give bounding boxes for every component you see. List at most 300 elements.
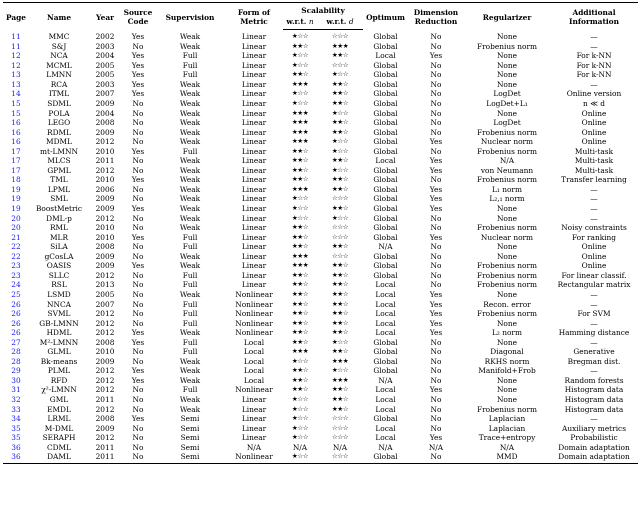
table-row <box>3 290 638 300</box>
cell-page[interactable]: 26 <box>11 299 21 309</box>
header-source-code <box>121 3 155 30</box>
cell-regularizer: None <box>496 242 518 252</box>
cell-scalability-n: ★★☆ <box>291 328 309 337</box>
cell-page[interactable]: 30 <box>11 375 21 385</box>
cell-name: Bk-means <box>40 356 78 366</box>
cell-year: 2012 <box>95 318 115 328</box>
cell-scalability-n: ★★★ <box>291 118 309 127</box>
cell-scalability-n: ★★☆ <box>291 299 309 308</box>
table-row <box>3 223 638 233</box>
cell-form-of-metric: Linear <box>241 423 267 433</box>
cell-optimum: Global <box>373 184 398 194</box>
cell-additional-info: — <box>590 184 598 194</box>
cell-additional-info: Online <box>581 242 607 252</box>
cell-regularizer: L₂,₁ norm <box>489 194 525 204</box>
cell-form-of-metric: Linear <box>241 261 267 271</box>
table-row <box>3 443 638 453</box>
cell-dimension-reduction: No <box>430 375 442 385</box>
cell-name: GPML <box>47 165 71 175</box>
cell-additional-info: Online version <box>566 89 622 99</box>
cell-form-of-metric: Nonlinear <box>235 309 273 319</box>
cell-year: 2009 <box>95 251 115 261</box>
cell-additional-info: — <box>590 414 598 424</box>
cell-source-code: No <box>132 423 144 433</box>
cell-scalability-d: ★★☆ <box>331 280 349 289</box>
cell-page[interactable]: 23 <box>11 261 21 271</box>
cell-regularizer: Recon. error <box>483 299 531 309</box>
cell-page[interactable]: 18 <box>11 175 21 185</box>
cell-scalability-d: ★★☆ <box>331 204 349 213</box>
cell-page[interactable]: 24 <box>11 280 21 290</box>
cell-regularizer: LogDet <box>493 89 521 99</box>
cell-additional-info: Multi-task <box>574 146 614 156</box>
cell-scalability-n: ★☆☆ <box>291 414 309 423</box>
cell-additional-info: — <box>590 194 598 204</box>
cell-optimum: Global <box>373 146 398 156</box>
cell-scalability-d: ☆☆☆ <box>331 251 349 260</box>
cell-regularizer: Nuclear norm <box>480 137 534 147</box>
cell-scalability-d: ★★☆ <box>331 385 349 394</box>
cell-scalability-n: ★☆☆ <box>291 32 309 41</box>
header-info-line2: Information <box>569 17 619 27</box>
cell-additional-info: For SVM <box>577 309 611 319</box>
cell-scalability-n: ★★☆ <box>291 270 309 279</box>
cell-scalability-n: ★☆☆ <box>291 433 309 442</box>
table-row <box>3 242 638 252</box>
cell-name: MDML <box>46 137 72 147</box>
cell-supervision: Weak <box>179 137 201 147</box>
cell-name: NCA <box>50 51 68 61</box>
cell-year: 2012 <box>95 366 115 376</box>
cell-scalability-d: ★☆☆ <box>331 165 349 174</box>
cell-regularizer: Laplacian <box>488 414 526 424</box>
cell-additional-info: Histogram data <box>564 404 624 414</box>
cell-page[interactable]: 29 <box>11 366 21 376</box>
cell-form-of-metric: Linear <box>241 184 267 194</box>
cell-optimum: Global <box>373 108 398 118</box>
cell-scalability-n: ★★★ <box>291 127 309 136</box>
cell-scalability-d: N/A <box>332 442 348 452</box>
cell-form-of-metric: Linear <box>241 156 267 166</box>
cell-page[interactable]: 11 <box>11 41 21 51</box>
cell-year: 2012 <box>95 213 115 223</box>
cell-source-code: No <box>132 194 144 204</box>
table-row <box>3 166 638 176</box>
cell-regularizer: Frobenius norm <box>477 270 537 280</box>
cell-page[interactable]: 21 <box>11 232 21 242</box>
cell-regularizer: None <box>496 60 518 70</box>
cell-page[interactable]: 22 <box>11 242 21 252</box>
table-row <box>3 109 638 119</box>
cell-scalability-n: ★★☆ <box>291 242 309 251</box>
cell-regularizer: N/A <box>499 442 515 452</box>
cell-optimum: Global <box>373 414 398 424</box>
cell-additional-info: Online <box>581 137 607 147</box>
cell-source-code: Yes <box>131 89 145 99</box>
cell-supervision: Semi <box>180 414 200 424</box>
survey-table <box>3 2 638 464</box>
cell-name: ITML <box>48 89 70 99</box>
cell-form-of-metric: Linear <box>241 232 267 242</box>
cell-scalability-d: ★★☆ <box>331 261 349 270</box>
cell-dimension-reduction: No <box>430 108 442 118</box>
cell-regularizer: Nuclear norm <box>480 232 534 242</box>
cell-regularizer: None <box>496 385 518 395</box>
cell-page[interactable]: 17 <box>11 146 21 156</box>
cell-page[interactable]: 20 <box>11 213 21 223</box>
cell-page[interactable]: 17 <box>11 156 21 166</box>
cell-page[interactable]: 22 <box>11 251 21 261</box>
cell-scalability-n: ★★☆ <box>291 385 309 394</box>
cell-form-of-metric: Local <box>243 375 265 385</box>
cell-scalability-d: ★☆☆ <box>331 213 349 222</box>
cell-dimension-reduction: Yes <box>429 204 443 214</box>
cell-dimension-reduction: No <box>430 213 442 223</box>
cell-optimum: Global <box>373 261 398 271</box>
table-row <box>3 300 638 310</box>
cell-supervision: Weak <box>179 375 201 385</box>
cell-name: RSL <box>51 280 67 290</box>
cell-scalability-n: ★★★ <box>291 108 309 117</box>
cell-name: DAML <box>29 452 89 463</box>
cell-year: 2012 <box>95 270 115 280</box>
table-row <box>3 128 638 138</box>
cell-page[interactable]: 15 <box>11 108 21 118</box>
cell-page[interactable]: 26 <box>11 309 21 319</box>
cell-supervision: Full <box>182 309 198 319</box>
cell-page[interactable]: 35 <box>11 433 21 443</box>
cell-optimum: Global <box>373 89 398 99</box>
cell-year: 2006 <box>95 184 115 194</box>
cell-year: 2009 <box>95 99 115 109</box>
cell-supervision: Weak <box>179 165 201 175</box>
table-row <box>3 156 638 166</box>
table-row <box>3 261 638 271</box>
cell-scalability-n: ★★★ <box>291 137 309 146</box>
cell-supervision: Weak <box>179 328 201 338</box>
cell-optimum: Local <box>375 156 396 166</box>
cell-page[interactable]: 26 <box>11 328 21 338</box>
cell-scalability-n: ★☆☆ <box>291 60 309 69</box>
cell-additional-info: Rectangular matrix <box>557 280 631 290</box>
cell-optimum: N/A <box>378 442 393 452</box>
cell-page[interactable]: 26 <box>11 318 21 328</box>
cell-scalability-d: ★★☆ <box>331 156 349 165</box>
cell-additional-info: Online <box>581 127 607 137</box>
cell-scalability-d: ★★☆ <box>331 328 349 337</box>
cell-name: RML <box>49 223 69 233</box>
cell-dimension-reduction: No <box>430 118 442 128</box>
cell-scalability-n: ★★☆ <box>291 223 309 232</box>
cell-scalability-n: ★☆☆ <box>291 99 309 108</box>
cell-page[interactable]: 32 <box>11 394 21 404</box>
cell-page[interactable]: 14 <box>11 89 21 99</box>
cell-additional-info: — <box>590 337 598 347</box>
cell-name: SiLA <box>50 242 68 252</box>
cell-page[interactable]: 15 <box>11 99 21 109</box>
cell-source-code: Yes <box>131 51 145 61</box>
cell-regularizer: None <box>496 70 518 80</box>
cell-supervision: Full <box>182 232 198 242</box>
cell-page[interactable]: 13 <box>11 79 21 89</box>
cell-year: 2012 <box>95 385 115 395</box>
table-row <box>3 147 638 157</box>
cell-regularizer: L₁ norm <box>492 184 522 194</box>
cell-regularizer: Frobenius norm <box>477 127 537 137</box>
cell-regularizer: Diagonal <box>490 347 524 357</box>
cell-page[interactable]: 34 <box>11 414 21 424</box>
header-optimum: Optimum <box>363 3 408 30</box>
cell-source-code: No <box>132 318 144 328</box>
cell-regularizer: Frobenius norm <box>477 261 537 271</box>
cell-year: 2007 <box>95 299 115 309</box>
cell-name: SERAPH <box>42 433 76 443</box>
cell-source-code: No <box>132 356 144 366</box>
cell-dimension-reduction: No <box>430 366 442 376</box>
cell-supervision: Full <box>182 337 198 347</box>
cell-dimension-reduction: Yes <box>429 289 443 299</box>
cell-page[interactable]: 11 <box>11 31 21 41</box>
header-scal-n <box>283 17 317 28</box>
cell-year: 2012 <box>95 165 115 175</box>
cell-source-code: No <box>132 251 144 261</box>
table-row <box>3 70 638 80</box>
cell-scalability-d: ☆☆☆ <box>331 232 349 241</box>
table-row <box>3 328 638 338</box>
cell-name: POLA <box>48 108 70 118</box>
cell-dimension-reduction: Yes <box>429 51 443 61</box>
cell-page[interactable]: 27 <box>11 337 21 347</box>
cell-scalability-n: ★☆☆ <box>291 204 309 213</box>
cell-page[interactable]: 12 <box>11 51 21 61</box>
cell-supervision: Weak <box>179 99 201 109</box>
cell-dimension-reduction: No <box>430 270 442 280</box>
table-row <box>3 376 638 386</box>
cell-form-of-metric: Linear <box>241 270 267 280</box>
header-source-line2: Code <box>127 17 149 27</box>
table-row <box>3 319 638 329</box>
header-dim-line2: Reduction <box>414 17 458 27</box>
cell-supervision: Full <box>182 385 198 395</box>
cell-name: S&J <box>51 41 67 51</box>
cell-name: OASIS <box>46 261 72 271</box>
cell-scalability-n: N/A <box>292 442 308 452</box>
cell-page[interactable]: 33 <box>11 404 21 414</box>
table-row <box>3 51 638 61</box>
cell-scalability-d: ★☆☆ <box>331 137 349 146</box>
cell-page[interactable]: 19 <box>11 184 21 194</box>
table-row <box>3 271 638 281</box>
cell-optimum: Global <box>373 270 398 280</box>
cell-scalability-n: ★★★ <box>291 251 309 260</box>
cell-optimum: Global <box>363 452 408 463</box>
cell-scalability-d: ★★★ <box>331 41 349 50</box>
cell-dimension-reduction: No <box>408 452 464 463</box>
cell-page[interactable]: 28 <box>11 347 21 357</box>
cell-optimum: Local <box>375 433 396 443</box>
cell-supervision: Weak <box>179 156 201 166</box>
cell-page[interactable]: 16 <box>11 137 21 147</box>
cell-scalability-d: ☆☆☆ <box>331 423 349 432</box>
cell-source-code: Yes <box>131 79 145 89</box>
cell-scalability-n: ★★☆ <box>291 156 309 165</box>
cell-form-of-metric: Linear <box>241 394 267 404</box>
cell-page[interactable]: 19 <box>11 204 21 214</box>
cell-name: M-DML <box>44 423 74 433</box>
cell-additional-info: — <box>590 204 598 214</box>
cell-regularizer: None <box>496 337 518 347</box>
cell-regularizer: Frobenius norm <box>477 175 537 185</box>
cell-form-of-metric: Linear <box>241 433 267 443</box>
cell-regularizer: Frobenius norm <box>477 146 537 156</box>
cell-page[interactable]: 17 <box>11 165 21 175</box>
cell-scalability-n: ★★☆ <box>291 375 309 384</box>
cell-supervision: Weak <box>179 118 201 128</box>
cell-source-code: No <box>132 347 144 357</box>
cell-scalability-n: ★☆☆ <box>291 213 309 222</box>
cell-name: LRML <box>47 414 71 424</box>
cell-page[interactable]: 28 <box>11 356 21 366</box>
table-row <box>3 414 638 424</box>
cell-source-code: Yes <box>131 60 145 70</box>
cell-optimum: Local <box>375 51 396 61</box>
cell-regularizer: None <box>496 289 518 299</box>
cell-year: 2012 <box>95 433 115 443</box>
cell-dimension-reduction: Yes <box>429 194 443 204</box>
cell-name: NNCA <box>47 299 71 309</box>
cell-supervision: Weak <box>179 251 201 261</box>
cell-supervision: Semi <box>180 433 200 443</box>
cell-year: 2009 <box>95 204 115 214</box>
cell-regularizer: None <box>496 51 518 61</box>
cell-source-code: Yes <box>131 31 145 41</box>
cell-supervision: Weak <box>179 394 201 404</box>
table-row <box>3 80 638 90</box>
cell-page[interactable]: 16 <box>11 118 21 128</box>
cell-page[interactable]: 13 <box>11 70 21 80</box>
cell-name: χ²-LMNN <box>41 385 77 395</box>
cell-dimension-reduction: Yes <box>429 328 443 338</box>
table-row <box>3 280 638 290</box>
table-row <box>3 233 638 243</box>
cell-source-code: No <box>132 299 144 309</box>
cell-page[interactable]: 23 <box>11 270 21 280</box>
cell-regularizer: None <box>496 251 518 261</box>
table-row <box>3 338 638 348</box>
cell-additional-info: Noisy constraints <box>561 223 627 233</box>
cell-source-code: No <box>132 433 144 443</box>
table-row <box>3 395 638 405</box>
cell-optimum: Global <box>373 223 398 233</box>
cell-optimum: Global <box>373 251 398 261</box>
cell-supervision: Weak <box>179 194 201 204</box>
cell-source-code: No <box>132 404 144 414</box>
cell-page[interactable]: 35 <box>11 423 21 433</box>
cell-optimum: Local <box>375 394 396 404</box>
cell-scalability-d: ★☆☆ <box>331 366 349 375</box>
cell-dimension-reduction: Yes <box>429 318 443 328</box>
cell-form-of-metric: Linear <box>241 414 267 424</box>
cell-year: 2011 <box>89 452 121 463</box>
cell-page[interactable]: 25 <box>11 289 21 299</box>
cell-year: 2008 <box>95 337 115 347</box>
cell-scalability-d: ★☆☆ <box>331 70 349 79</box>
cell-name: LEGO <box>47 118 71 128</box>
cell-scalability-n: ★☆☆ <box>291 194 309 203</box>
header-page: Page <box>3 3 29 30</box>
cell-dimension-reduction: No <box>430 70 442 80</box>
cell-dimension-reduction: Yes <box>429 156 443 166</box>
table-row <box>3 385 638 395</box>
cell-form-of-metric: Nonlinear <box>235 385 273 395</box>
cell-year: 2004 <box>95 51 115 61</box>
cell-form-of-metric: Linear <box>241 31 267 41</box>
cell-supervision: Full <box>182 60 198 70</box>
cell-page[interactable]: 36 <box>11 442 21 452</box>
header-dim-line1: Dimension <box>413 7 459 17</box>
cell-additional-info: — <box>590 31 598 41</box>
table-row <box>3 99 638 109</box>
cell-page[interactable]: 12 <box>11 60 21 70</box>
cell-dimension-reduction: No <box>430 347 442 357</box>
cell-scalability-n: ★★☆ <box>291 70 309 79</box>
cell-year: 2008 <box>95 242 115 252</box>
cell-page[interactable]: 16 <box>11 127 21 137</box>
cell-page[interactable]: 20 <box>11 223 21 233</box>
cell-form-of-metric: Linear <box>241 79 267 89</box>
cell-scalability-d: ★★☆ <box>331 270 349 279</box>
cell-page[interactable]: 19 <box>11 194 21 204</box>
cell-name: M²-LMNN <box>39 337 79 347</box>
cell-scalability-n: ★★☆ <box>291 289 309 298</box>
cell-dimension-reduction: No <box>430 223 442 233</box>
cell-page[interactable]: 31 <box>11 385 21 395</box>
cell-source-code: No <box>132 41 144 51</box>
cell-optimum: Global <box>373 194 398 204</box>
cell-scalability-n: ★★☆ <box>291 366 309 375</box>
table-row <box>3 42 638 52</box>
cell-supervision: Weak <box>179 41 201 51</box>
cell-form-of-metric: Linear <box>241 165 267 175</box>
header-form-line1: Form of <box>237 7 271 17</box>
cell-year: 2009 <box>95 194 115 204</box>
cell-additional-info: Multi-task <box>574 156 614 166</box>
cell-form-of-metric: Nonlinear <box>235 318 273 328</box>
header-wrt-d: w.r.t. <box>326 16 347 26</box>
cell-form-of-metric: Linear <box>241 108 267 118</box>
cell-source-code: Yes <box>131 70 145 80</box>
cell-scalability-n: ★★★ <box>291 261 309 270</box>
cell-regularizer: None <box>496 204 518 214</box>
cell-scalability-n: ★★☆ <box>291 318 309 327</box>
cell-source-code: No <box>132 270 144 280</box>
cell-scalability-n: ★★★ <box>291 184 309 193</box>
cell-page[interactable]: 36 <box>3 452 29 463</box>
cell-dimension-reduction: Yes <box>429 433 443 443</box>
cell-scalability-d: ★★☆ <box>331 127 349 136</box>
cell-additional-info: Domain adaptation <box>558 442 630 452</box>
cell-regularizer: None <box>496 31 518 41</box>
cell-form-of-metric: Linear <box>241 223 267 233</box>
cell-form-of-metric: Linear <box>241 251 267 261</box>
cell-additional-info: Transfer learning <box>561 175 627 185</box>
cell-dimension-reduction: No <box>430 404 442 414</box>
table-row <box>3 89 638 99</box>
cell-scalability-n: ★★☆ <box>291 175 309 184</box>
cell-name: RDML <box>47 127 71 137</box>
table-body <box>3 30 638 464</box>
cell-scalability-d: ★★☆ <box>331 299 349 308</box>
